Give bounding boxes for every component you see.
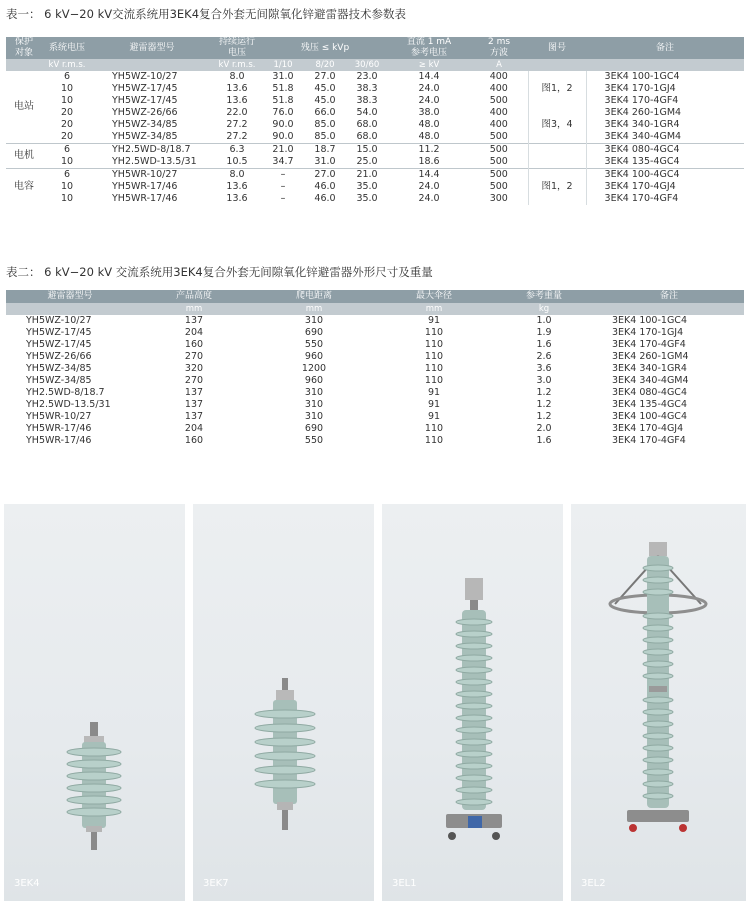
cell-mcov: 27.2: [226, 131, 248, 142]
cell-mcov: 13.6: [226, 95, 248, 106]
cell-weight: 1.2: [536, 411, 552, 422]
unit-dc: ≥ kV: [388, 59, 470, 71]
cell-note: 3EK4 170-4GF4: [586, 95, 744, 107]
table-row: [6, 423, 744, 435]
cell-wave: 500: [489, 95, 508, 106]
cell-model: YH5WZ-34/85: [112, 119, 178, 130]
cell-note: 3EK4 170-1GJ4: [612, 327, 684, 338]
unit-r3: 30/60: [346, 59, 388, 71]
col-model-header: 避雷器型号: [92, 37, 212, 59]
cell-r2: 85.0: [314, 131, 336, 142]
cell-dia: 110: [424, 351, 444, 362]
cell-model: YH5WR-17/46: [26, 423, 92, 434]
cell-note: 3EK4 340-1GR4: [612, 363, 687, 374]
cell-mcov: 13.6: [226, 83, 248, 94]
cell-sysv: 6: [63, 71, 71, 82]
cell-mcov: 13.6: [226, 193, 248, 204]
cell-r3: 54.0: [356, 107, 378, 118]
spec-table: [6, 37, 744, 205]
cell-note: 3EK4 135-4GC4: [612, 399, 687, 410]
photo-label: 3EL1: [392, 878, 417, 889]
cell-weight: 1.9: [536, 327, 552, 338]
cell-weight: 1.2: [536, 399, 552, 410]
cell-r3: 23.0: [356, 71, 378, 82]
cell-note: 3EK4 100-1GC4: [612, 315, 687, 326]
cell-model: YH5WZ-10/27: [26, 315, 92, 326]
cell-r1: –: [280, 193, 286, 204]
cell-mcov: 6.3: [212, 144, 262, 157]
cell-height: 204: [184, 327, 204, 338]
cell-weight: 3.6: [536, 363, 552, 374]
table2-title: 表二： 6 kV−20 kV 交流系统用3EK4复合外套无间隙氧化锌避雷器外形尺寸及重量: [6, 265, 433, 279]
cell-r3: 35.0: [356, 193, 378, 204]
cell-height: 137: [184, 411, 204, 422]
cell-height: 160: [184, 339, 204, 350]
cell-dia: 110: [424, 327, 444, 338]
cell-weight: 1.2: [536, 387, 552, 398]
cell-sysv: 20: [60, 107, 74, 118]
cell-creep: 1200: [301, 363, 327, 374]
cell-model: YH5WR-17/46: [112, 181, 178, 192]
cell-weight: 3.0: [536, 375, 552, 386]
cell-mcov: 27.2: [226, 119, 248, 130]
cell-model: YH5WZ-26/66: [112, 107, 178, 118]
unit-obj: [6, 59, 42, 71]
cell-dc: 24.0: [418, 193, 440, 204]
cell-dc: 11.2: [388, 144, 470, 157]
cell-creep: 690: [304, 423, 324, 434]
cell-fig: [528, 169, 586, 182]
cell-fig: 图1，2: [528, 181, 586, 193]
cell-dia: 110: [424, 339, 444, 350]
cell-r2: 31.0: [314, 156, 336, 167]
cell-note: 3EK4 135-4GC4: [586, 156, 744, 169]
group-label: 电容: [6, 169, 42, 206]
cell-dc: 48.0: [418, 131, 440, 142]
cell-dia: 91: [427, 411, 441, 422]
cell-sysv: 10: [60, 181, 74, 192]
cell-r1: 51.8: [272, 83, 294, 94]
unit-sysv: kV r.m.s.: [42, 59, 92, 71]
col-note-header: 备注: [594, 290, 744, 303]
cell-note: 3EK4 170-1GJ4: [586, 83, 744, 95]
cell-mcov: 13.6: [226, 181, 248, 192]
cell-sysv: 6: [42, 169, 92, 182]
cell-dia: 91: [427, 387, 441, 398]
cell-model: YH5WZ-34/85: [112, 131, 178, 142]
unit-fig: [528, 59, 586, 71]
unit-weight: kg: [494, 303, 594, 315]
cell-height: 270: [184, 351, 204, 362]
cell-fig: [528, 107, 586, 119]
cell-wave: 300: [489, 193, 508, 204]
cell-sysv: 20: [60, 131, 74, 142]
cell-mcov: 8.0: [229, 71, 245, 82]
cell-dia: 110: [424, 423, 444, 434]
cell-sysv: 10: [60, 83, 74, 94]
cell-model: YH5WR-17/46: [112, 193, 178, 204]
group-label: 电机: [6, 144, 42, 169]
cell-dc: 14.4: [388, 169, 470, 182]
table-row: [6, 327, 744, 339]
table-row: [6, 169, 744, 182]
photo-panel-3el1: [382, 504, 563, 901]
unit-r2: 8/20: [304, 59, 346, 71]
table-row: [6, 156, 744, 169]
cell-weight: 1.6: [536, 339, 552, 350]
col-mcov-header: 持续运行 电压: [212, 37, 262, 59]
col-model-header: 避雷器型号: [6, 290, 134, 303]
dimension-table: [6, 290, 744, 447]
cell-mcov: 10.5: [226, 156, 248, 167]
cell-dc: 48.0: [418, 119, 440, 130]
cell-creep: 310: [304, 411, 324, 422]
table-row: [6, 71, 744, 83]
cell-model: YH5WR-17/46: [26, 435, 92, 446]
cell-r1: 90.0: [272, 119, 294, 130]
cell-note: 3EK4 100-4GC4: [612, 411, 687, 422]
table1-title: 表一： 6 kV−20 kV交流系统用3EK4复合外套无间隙氧化锌避雷器技术参数表: [6, 7, 407, 21]
cell-dc: 24.0: [418, 181, 440, 192]
unit-note: [586, 59, 744, 71]
cell-note: 3EK4 170-4GF4: [612, 435, 686, 446]
arrester-3el1-image: [382, 504, 563, 901]
cell-weight: 1.6: [536, 435, 552, 446]
unit-note: [594, 303, 744, 315]
group-label: 电站: [14, 101, 34, 112]
cell-note: 3EK4 170-4GF4: [586, 193, 744, 205]
cell-note: 3EK4 080-4GC4: [586, 144, 744, 157]
cell-wave: 500: [489, 131, 508, 142]
cell-model: YH5WZ-34/85: [26, 363, 92, 374]
cell-r2: 45.0: [314, 83, 336, 94]
cell-r3: 25.0: [356, 156, 378, 167]
photo-panel-3el2: [571, 504, 746, 901]
photo-label: 3EK4: [14, 878, 40, 889]
product-photos: [0, 504, 750, 901]
cell-r2: 46.0: [314, 181, 336, 192]
cell-wave: 400: [489, 107, 508, 118]
cell-model: YH5WZ-17/45: [26, 327, 92, 338]
cell-wave: 500: [489, 156, 508, 167]
cell-fig: 图1，2: [528, 83, 586, 95]
cell-sysv: 10: [60, 156, 74, 167]
cell-r2: 27.0: [304, 169, 346, 182]
cell-height: 137: [184, 387, 204, 398]
table-row: [6, 315, 744, 327]
table-row: [6, 131, 744, 144]
cell-model: YH5WR-10/27: [26, 411, 92, 422]
photo-panel-3ek7: [193, 504, 374, 901]
cell-fig: [528, 95, 586, 107]
table-row: [6, 387, 744, 399]
unit-model: [92, 59, 212, 71]
cell-dia: 110: [424, 363, 444, 374]
cell-creep: 690: [304, 327, 324, 338]
arrester-3ek7-image: [193, 504, 374, 901]
cell-fig: [528, 193, 586, 205]
cell-r1: 90.0: [272, 131, 294, 142]
cell-dc: 18.6: [418, 156, 440, 167]
cell-r3: 68.0: [356, 119, 378, 130]
col-wave-header: 2 ms 方波: [470, 37, 528, 59]
cell-r2: 46.0: [314, 193, 336, 204]
table-row: [6, 144, 744, 157]
cell-r3: 68.0: [356, 131, 378, 142]
cell-r1: 34.7: [272, 156, 294, 167]
cell-creep: 550: [304, 435, 324, 446]
cell-sysv: 20: [60, 119, 74, 130]
col-dia-header: 最大伞径: [374, 290, 494, 303]
cell-dc: 14.4: [418, 71, 440, 82]
unit-wave: A: [470, 59, 528, 71]
col-dc-header: 直流 1 mA 参考电压: [388, 37, 470, 59]
col-obj-header: 保护 对象: [6, 37, 42, 59]
arrester-3ek4-image: [4, 504, 185, 901]
cell-mcov: 22.0: [226, 107, 248, 118]
cell-creep: 310: [304, 399, 324, 410]
cell-height: 270: [184, 375, 204, 386]
unit-mcov: kV r.m.s.: [212, 59, 262, 71]
cell-r1: 31.0: [272, 71, 294, 82]
cell-height: 137: [184, 315, 204, 326]
col-note-header: 备注: [586, 37, 744, 59]
cell-sysv: 6: [42, 144, 92, 157]
cell-r2: 27.0: [314, 71, 336, 82]
cell-dc: 24.0: [418, 83, 440, 94]
cell-model: YH2.5WD-13.5/31: [26, 399, 111, 410]
cell-wave: 500: [470, 169, 528, 182]
cell-model: YH5WZ-17/45: [112, 95, 178, 106]
cell-model: YH2.5WD-8/18.7: [92, 144, 212, 157]
cell-creep: 550: [304, 339, 324, 350]
cell-r3: 21.0: [346, 169, 388, 182]
table-row: [6, 399, 744, 411]
cell-creep: 310: [304, 387, 324, 398]
cell-note: 3EK4 170-4GJ4: [612, 423, 684, 434]
arrester-3el2-image: [571, 504, 746, 901]
cell-fig: [528, 71, 586, 83]
cell-r2: 85.0: [314, 119, 336, 130]
col-sysv-header: 系统电压: [42, 37, 92, 59]
cell-weight: 1.0: [536, 315, 552, 326]
unit-r1: 1/10: [262, 59, 304, 71]
cell-creep: 960: [304, 351, 324, 362]
table-row: [6, 411, 744, 423]
cell-dc: 24.0: [418, 95, 440, 106]
cell-note: 3EK4 260-1GM4: [612, 351, 689, 362]
photo-label: 3EL2: [581, 878, 606, 889]
cell-fig: [528, 156, 586, 169]
cell-note: 3EK4 260-1GM4: [586, 107, 744, 119]
cell-dia: 91: [427, 399, 441, 410]
table-row: [6, 193, 744, 205]
cell-height: 204: [184, 423, 204, 434]
cell-wave: 500: [470, 144, 528, 157]
cell-note: 3EK4 080-4GC4: [612, 387, 687, 398]
col-height-header: 产品高度: [134, 290, 254, 303]
table-row: [6, 363, 744, 375]
cell-r1: 76.0: [272, 107, 294, 118]
cell-dc: 38.0: [418, 107, 440, 118]
cell-note: 3EK4 340-4GM4: [586, 131, 744, 144]
table-row: [6, 351, 744, 363]
table-row: [6, 375, 744, 387]
photo-label: 3EK7: [203, 878, 229, 889]
cell-height: 137: [184, 399, 204, 410]
cell-height: 160: [184, 435, 204, 446]
cell-fig: [528, 144, 586, 157]
cell-r2: 18.7: [304, 144, 346, 157]
cell-wave: 400: [489, 119, 508, 130]
cell-note: 3EK4 170-4GF4: [612, 339, 686, 350]
cell-r1: 51.8: [272, 95, 294, 106]
cell-mcov: 8.0: [212, 169, 262, 182]
unit-height: mm: [134, 303, 254, 315]
col-residual-header: 残压 ≤ kVp: [262, 37, 388, 59]
cell-wave: 400: [489, 83, 508, 94]
unit-model: [6, 303, 134, 315]
cell-r3: 15.0: [346, 144, 388, 157]
cell-model: YH5WZ-34/85: [26, 375, 92, 386]
photo-panel-3ek4: [4, 504, 185, 901]
cell-note: 3EK4 100-1GC4: [586, 71, 744, 83]
cell-r3: 38.3: [356, 95, 378, 106]
cell-model: YH2.5WD-8/18.7: [26, 387, 105, 398]
table-row: [6, 435, 744, 447]
cell-r3: 35.0: [356, 181, 378, 192]
table-row: [6, 107, 744, 119]
cell-sysv: 10: [60, 193, 74, 204]
table-row: [6, 119, 744, 131]
table-row: [6, 339, 744, 351]
col-creep-header: 爬电距离: [254, 290, 374, 303]
cell-wave: 500: [489, 181, 508, 192]
cell-dia: 110: [424, 375, 444, 386]
cell-creep: 960: [304, 375, 324, 386]
cell-r1: 21.0: [262, 144, 304, 157]
cell-model: YH2.5WD-13.5/31: [112, 156, 197, 167]
cell-note: 3EK4 170-4GJ4: [586, 181, 744, 193]
cell-sysv: 10: [60, 95, 74, 106]
cell-creep: 310: [304, 315, 324, 326]
unit-creep: mm: [254, 303, 374, 315]
cell-model: YH5WZ-17/45: [112, 83, 178, 94]
cell-dia: 91: [427, 315, 441, 326]
cell-model: YH5WZ-26/66: [26, 351, 92, 362]
cell-fig: [528, 131, 586, 144]
cell-weight: 2.0: [536, 423, 552, 434]
cell-r1: –: [280, 181, 286, 192]
cell-wave: 400: [489, 71, 508, 82]
cell-r2: 45.0: [314, 95, 336, 106]
cell-weight: 2.6: [536, 351, 552, 362]
table-row: [6, 181, 744, 193]
cell-note: 3EK4 340-1GR4: [586, 119, 744, 131]
cell-model: YH5WZ-17/45: [26, 339, 92, 350]
cell-height: 320: [184, 363, 204, 374]
col-weight-header: 参考重量: [494, 290, 594, 303]
cell-dia: 110: [424, 435, 444, 446]
cell-fig: 图3，4: [528, 119, 586, 131]
cell-r2: 66.0: [314, 107, 336, 118]
col-fig-header: 图号: [528, 37, 586, 59]
cell-model: YH5WR-10/27: [92, 169, 212, 182]
cell-model: YH5WZ-10/27: [112, 71, 178, 82]
cell-note: 3EK4 340-4GM4: [612, 375, 689, 386]
table-row: [6, 95, 744, 107]
cell-note: 3EK4 100-4GC4: [586, 169, 744, 182]
cell-r3: 38.3: [356, 83, 378, 94]
table-row: [6, 83, 744, 95]
unit-dia: mm: [374, 303, 494, 315]
cell-r1: –: [262, 169, 304, 182]
